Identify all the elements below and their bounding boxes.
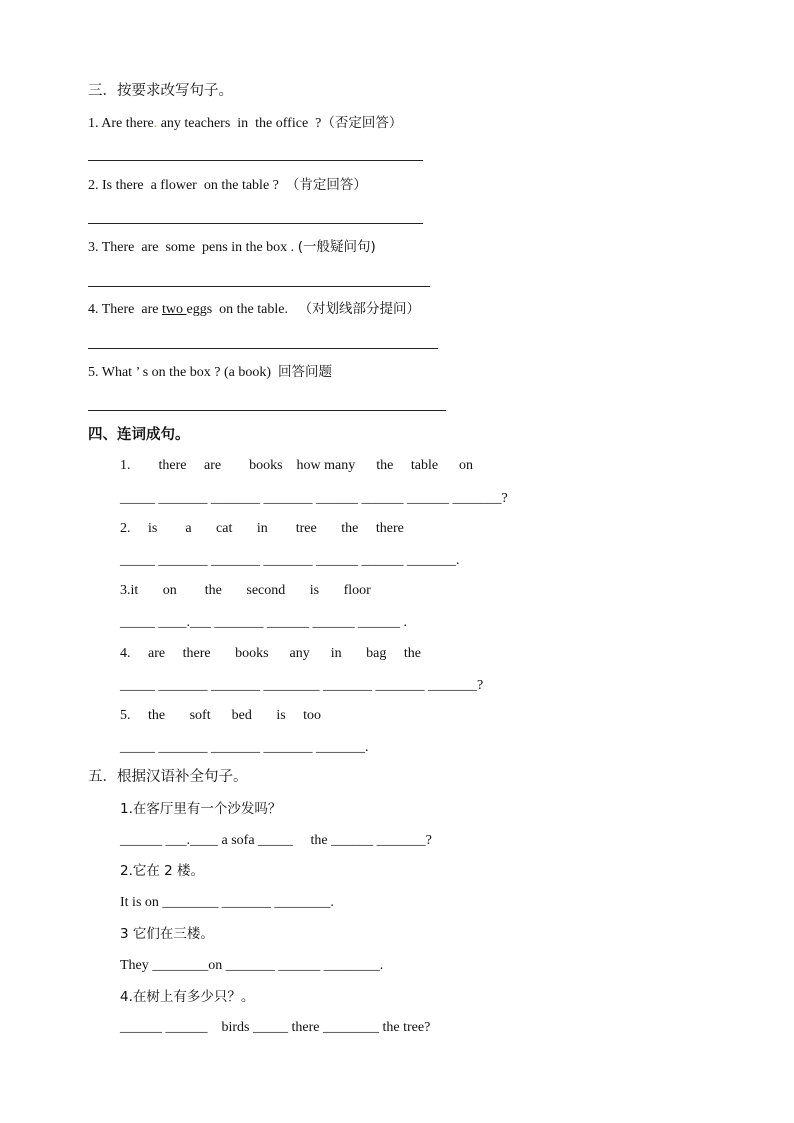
question-1-dot: . [153, 116, 158, 131]
scramble-answer-1[interactable]: _____ _______ _______ _______ ______ ______ ______ _______? [120, 491, 508, 506]
section-5-title: 五．根据汉语补全句子。 [88, 769, 248, 785]
translate-prompt-2: 2.它在 2 楼。 [120, 863, 205, 879]
scramble-words-4: 4. are there books any in bag the [120, 646, 421, 661]
translate-answer-4[interactable]: ______ ______ birds _____ there ________ the tree? [120, 1020, 431, 1035]
question-1-note: （否定回答） [321, 115, 403, 131]
question-1-text-a: 1. Are there [88, 116, 154, 131]
answer-line-2[interactable] [88, 223, 423, 224]
scramble-words-1: 1. there are books how many the table on [120, 458, 474, 473]
answer-line-3[interactable] [88, 286, 430, 287]
scramble-words-3: 3.it on the second is floor [120, 583, 371, 598]
question-4-note: （对划线部分提问） [298, 301, 420, 317]
translate-answer-1[interactable]: ______ ___.____ a sofa _____ the ______ _______? [120, 833, 432, 848]
translate-prompt-1: 1.在客厅里有一个沙发吗？ [120, 801, 282, 817]
scramble-words-2: 2. is a cat in tree the there [120, 521, 404, 536]
translate-answer-3[interactable]: They ________on _______ ______ ________. [120, 958, 384, 973]
question-5-text: 5. What ’ s on the box ? (a book) [88, 365, 278, 380]
answer-line-1[interactable] [88, 160, 423, 161]
answer-line-5[interactable] [88, 410, 446, 411]
section-4-title: 四、连词成句。 [88, 427, 190, 443]
answer-line-4[interactable] [88, 348, 438, 349]
scramble-answer-4[interactable]: _____ _______ _______ ________ _______ _______ _______? [120, 678, 484, 693]
scramble-words-5: 5. the soft bed is too [120, 708, 322, 723]
question-4-text-b: eggs on the table. [186, 302, 299, 317]
translate-prompt-3: 3 它们在三楼。 [120, 926, 214, 942]
question-4-text-a: 4. There are [88, 302, 162, 317]
scramble-answer-2[interactable]: _____ _______ _______ _______ ______ ______ _______. [120, 553, 460, 568]
translate-prompt-4: 4.在树上有多少只？。 [120, 989, 255, 1005]
section-3-title: 三．按要求改写句子。 [88, 83, 233, 99]
question-2-note: （肯定回答） [285, 177, 367, 193]
question-3-text: 3. There are some pens in the box . [88, 240, 298, 255]
question-2-text: 2. Is there a flower on the table ? [88, 178, 286, 193]
question-5-note: 回答问题 [278, 364, 332, 380]
question-4 [88, 300, 420, 319]
question-1 [88, 114, 402, 133]
translate-answer-2[interactable]: It is on ________ _______ ________. [120, 895, 334, 910]
scramble-answer-3[interactable]: _____ ____.___ _______ ______ ______ ______ . [120, 615, 407, 630]
question-5 [88, 363, 332, 382]
question-3-note: (一般疑问句) [297, 239, 376, 255]
question-1-text-b: any teachers in the office ? [157, 116, 322, 131]
question-4-underlined: two [161, 302, 187, 317]
scramble-answer-5[interactable]: _____ _______ _______ _______ _______. [120, 740, 369, 755]
question-2 [88, 176, 367, 195]
question-3 [88, 238, 376, 257]
